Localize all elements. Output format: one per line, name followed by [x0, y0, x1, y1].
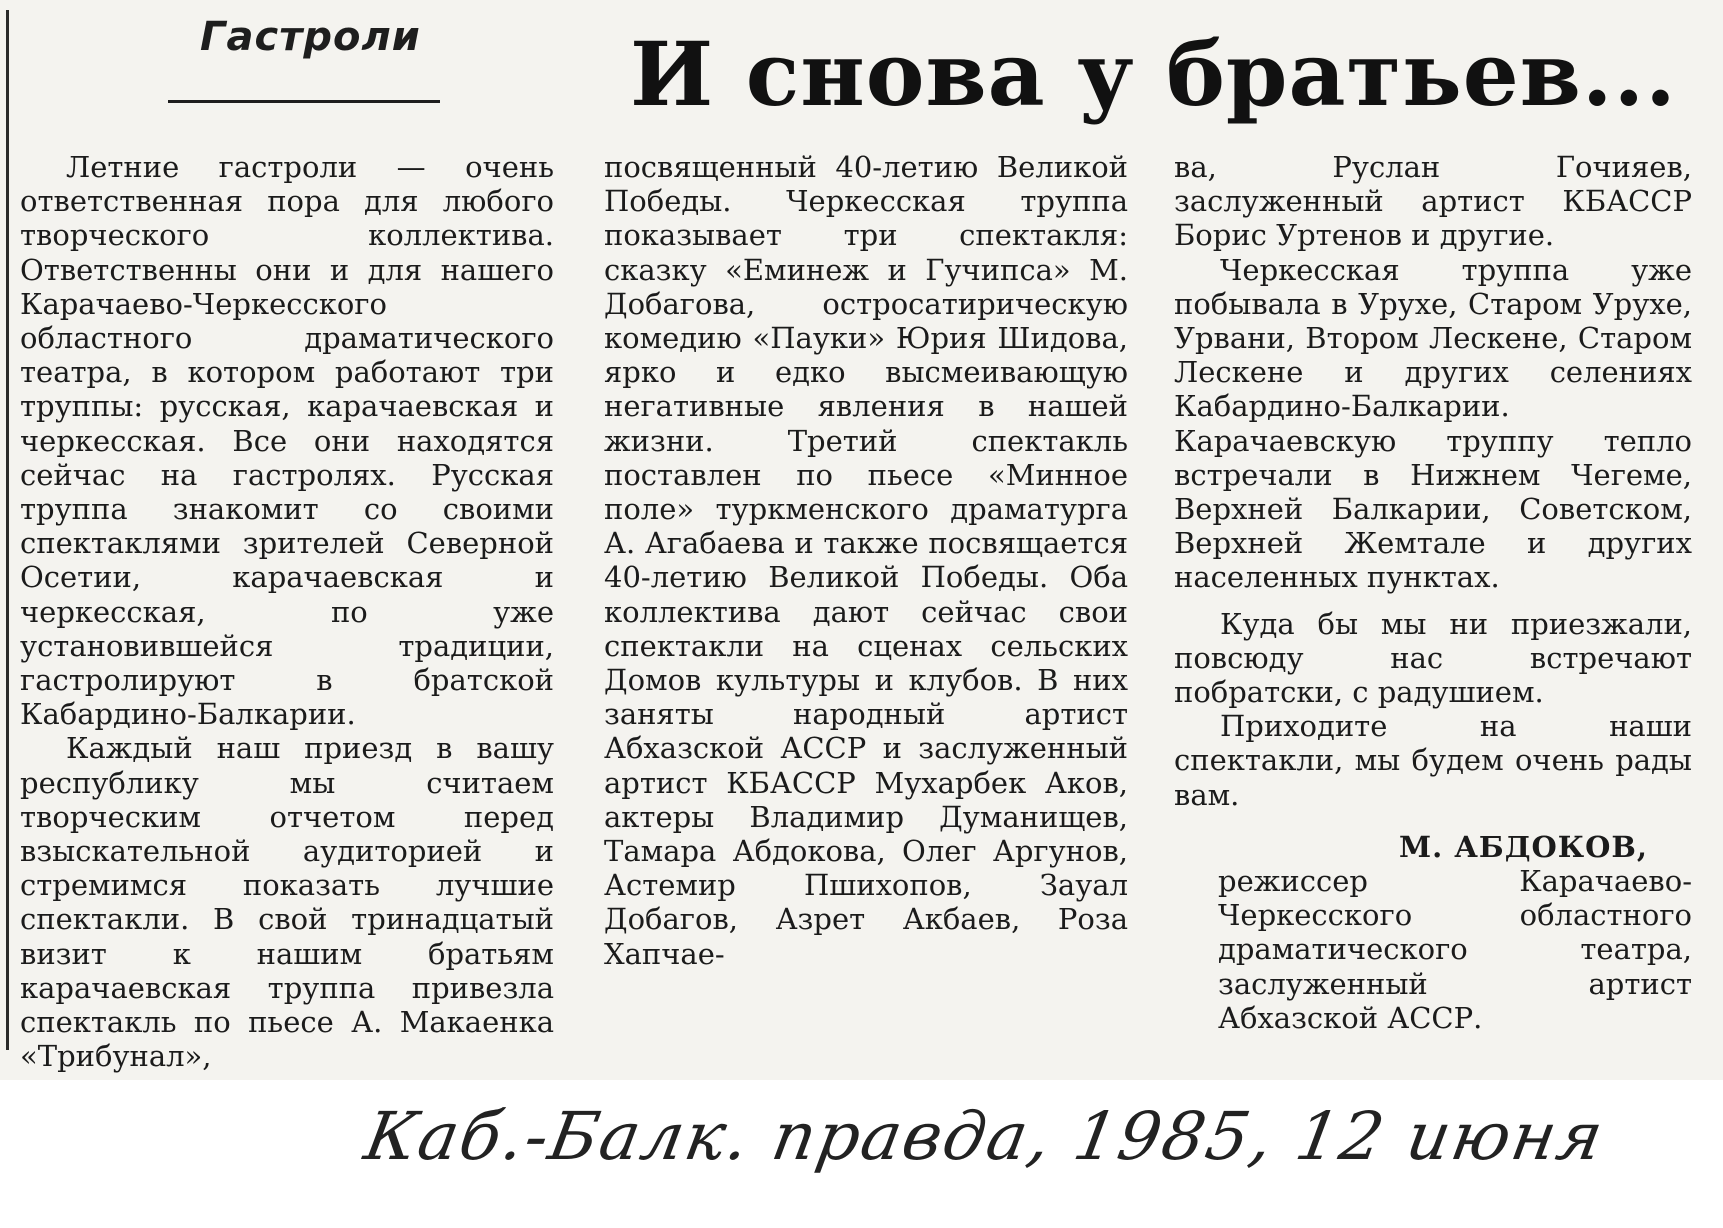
article-column-1	[20, 150, 554, 1073]
article-paragraph: Приходите на наши спектакли, мы будем очень рады вам.	[1174, 709, 1692, 812]
article-column-2	[604, 150, 1128, 971]
article-paragraph: Каждый наш приезд в вашу республику мы считаем творческим отчетом перед взыскательной аудиторией и стремимся показать лучшие спектакли. В свой тринадцатый визит к нашим братьям карачаевская труппа привезла спектакль по пьесе А. Макаенка «Трибунал»,	[20, 731, 554, 1074]
handwritten-source-note: Каб.-Балк. правда, 1985, 12 июня	[359, 1098, 1611, 1175]
author-signature	[1218, 830, 1692, 1035]
article-headline: И снова у братьев...	[630, 22, 1677, 126]
article-paragraph: ва, Руслан Гочияев, заслуженный артист КБАССР Борис Уртенов и другие.	[1174, 150, 1692, 253]
article-paragraph: Летние гастроли — очень ответственная пора для любого творческого коллектива. Ответственны они и для нашего Карачаево-Черкесского областного драматического театра, в котором работают три труппы: русская, карачаевская и черкесская. Все они находятся сейчас на гастролях. Русская труппа знакомит со своими спектаклями зрителей Северной Осетии, карачаевская и черкесская, по уже установившейся традиции, гастролируют в братской Кабардино-Балкарии.	[20, 150, 554, 732]
article-paragraph: Куда бы мы ни приезжали, повсюду нас встречают побратски, с радушием.	[1174, 606, 1692, 710]
author-role: режиссер Карачаево-Черкесского областного драматического театра, заслуженный артист Абхазской АССР.	[1218, 864, 1692, 1035]
article-paragraph: Черкесская труппа уже побывала в Урухе, Старом Урухе, Урвани, Втором Лескене, Старом Лескене и других селениях Кабардино-Балкарии. Карачаевскую труппу тепло встречали в Нижнем Чегеме, Верхней Балкарии, Советском, Верхней Жемтале и других населенных пунктах.	[1174, 252, 1692, 595]
article-paragraph: посвященный 40-летию Великой Победы. Черкесская труппа показывает три спектакля: сказку «Еминеж и Гучипса» М. Добагова, остросатирическую комедию «Пауки» Юрия Шидова, ярко и едко высмеивающую негативные явления в нашей жизни. Третий спектакль поставлен по пьесе «Минное поле» туркменского драматурга А. Агабаева и также посвящается 40-летию Великой Победы. Оба коллектива дают сейчас свои спектакли на сценах сельских Домов культуры и клубов. В них заняты народный артист Абхазской АССР и заслуженный артист КБАССР Мухарбек Аков, актеры Владимир Думанищев, Тамара Абдокова, Олег Аргунов, Астемир Пшихопов, Зауал Добагов, Азрет Акбаев, Роза Хапчае-	[604, 150, 1128, 971]
rubric-underline	[168, 100, 440, 103]
rubric-label: Гастроли	[200, 14, 421, 60]
column-divider-line	[6, 10, 9, 1050]
author-name: М. АБДОКОВ,	[1399, 829, 1648, 864]
article-column-3	[1174, 150, 1692, 1035]
